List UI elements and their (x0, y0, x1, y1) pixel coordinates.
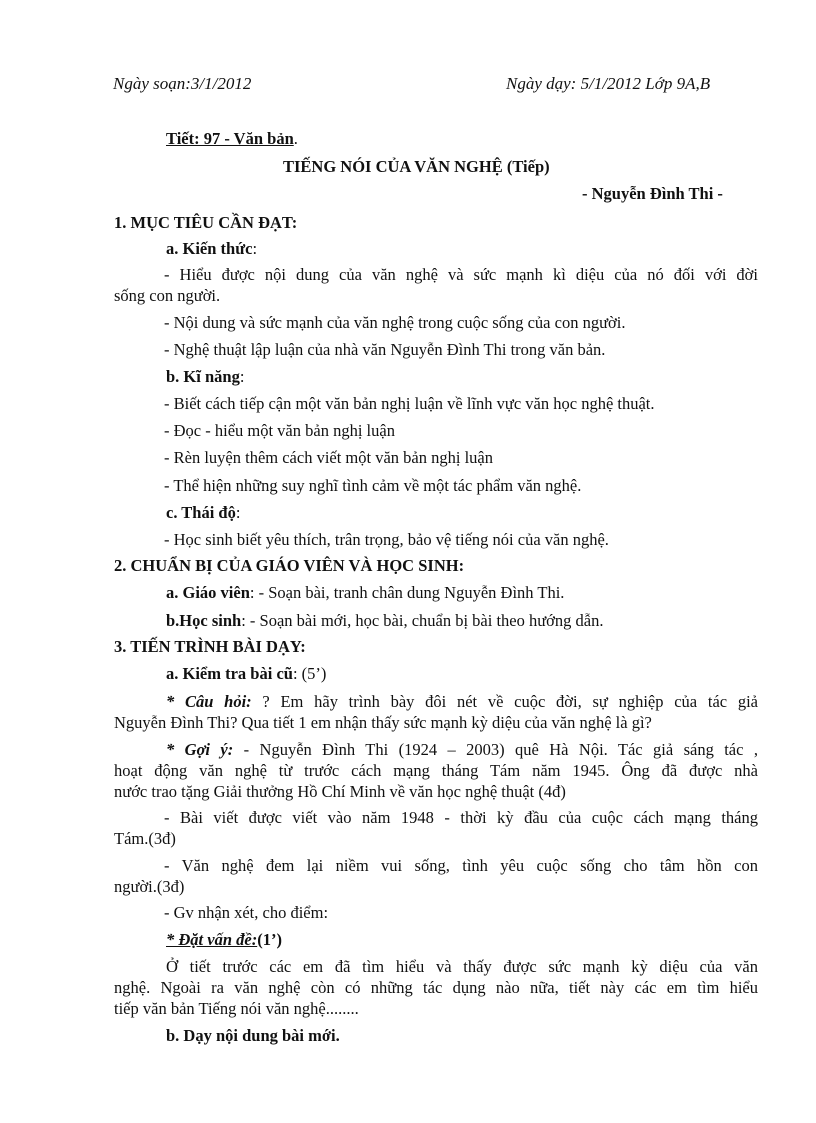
knowledge-subheading: a. Kiến thức: (166, 239, 258, 258)
attitude-line-1: - Học sinh biết yêu thích, trân trọng, bảo vệ tiếng nói của văn nghệ. (164, 530, 609, 549)
answer-2-line-1: - Bài viết được viết vào năm 1948 - thời kỳ đầu của cuộc cách mạng tháng (164, 808, 758, 827)
question-line-2: Nguyễn Đình Thi? Qua tiết 1 em nhận thấy sức mạnh kỳ diệu của văn nghệ là gì? (114, 713, 652, 732)
answer-3-line-1: - Văn nghệ đem lại niềm vui sống, tình yêu cuộc sống cho tâm hồn con (164, 856, 758, 875)
section-3-heading: 3. TIẾN TRÌNH BÀI DẠY: (114, 637, 306, 656)
intro-line-3: tiếp văn bản Tiếng nói văn nghệ........ (114, 999, 359, 1018)
intro-line-1: Ở tiết trước các em đã tìm hiểu và thấy được sức mạnh kỳ diệu của văn (166, 957, 758, 976)
hint-line-1: * Gợi ý: - Nguyễn Đình Thi (1924 – 2003) quê Hà Nội. Tác giả sáng tác , (166, 740, 758, 759)
student-prep: b.Học sinh: - Soạn bài mới, học bài, chuẩn bị bài theo hướng dẫn. (166, 611, 604, 630)
section-1-heading: 1. MỤC TIÊU CẦN ĐẠT: (114, 213, 298, 232)
teacher-prep: a. Giáo viên: - Soạn bài, tranh chân dung Nguyễn Đình Thi. (166, 583, 565, 602)
skills-line-3: - Rèn luyện thêm cách viết một văn bản nghị luận (164, 448, 493, 467)
knowledge-line-1: - Hiểu được nội dung của văn nghệ và sức mạnh kì diệu của nó đối với đời (164, 265, 758, 284)
page-title: TIẾNG NÓI CỦA VĂN NGHỆ (Tiếp) (283, 157, 550, 176)
knowledge-line-2: - Nội dung và sức mạnh của văn nghệ trong cuộc sống của con người. (164, 313, 626, 332)
author-name: - Nguyễn Đình Thi - (582, 184, 723, 203)
skills-line-1: - Biết cách tiếp cận một văn bản nghị luận về lĩnh vực văn học nghệ thuật. (164, 394, 655, 413)
review-subheading: a. Kiểm tra bài cũ: (5’) (166, 664, 327, 683)
hint-line-3: nước trao tặng Giải thưởng Hồ Chí Minh về văn học nghệ thuật (4đ) (114, 782, 566, 801)
skills-line-4: - Thể hiện những suy nghĩ tình cảm về một tác phẩm văn nghệ. (164, 476, 582, 495)
lesson-label: Tiết: 97 - Văn bản (166, 129, 294, 148)
attitude-subheading: c. Thái độ: (166, 503, 241, 522)
question-line-1: * Câu hỏi: ? Em hãy trình bày đôi nét về cuộc đời, sự nghiệp của tác giả (166, 692, 758, 711)
answer-2-line-2: Tám.(3đ) (114, 829, 176, 848)
skills-subheading: b. Kĩ năng: (166, 367, 245, 386)
intro-subheading: * Đặt vấn đề:(1’) (166, 930, 282, 949)
prep-date: Ngày soạn:3/1/2012 (113, 74, 252, 93)
teaching-date-class: Ngày dạy: 5/1/2012 Lớp 9A,B (506, 74, 711, 93)
knowledge-line-3: - Nghệ thuật lập luận của nhà văn Nguyễn Đình Thi trong văn bản. (164, 340, 606, 359)
hint-line-2: hoạt động văn nghệ từ trước cách mạng tháng Tám năm 1945. Ông đã được nhà (114, 761, 758, 780)
grading-note: - Gv nhận xét, cho điểm: (164, 903, 329, 922)
lesson-line (166, 129, 298, 149)
section-2-heading: 2. CHUẨN BỊ CỦA GIÁO VIÊN VÀ HỌC SINH: (114, 556, 465, 575)
answer-3-line-2: người.(3đ) (114, 877, 185, 896)
lesson-dot: . (293, 129, 298, 148)
new-lesson-subheading: b. Dạy nội dung bài mới. (166, 1026, 340, 1045)
knowledge-line-1-cont: sống con người. (114, 286, 221, 305)
intro-line-2: nghệ. Ngoài ra văn nghệ còn có những tác dụng nào nữa, tiết này các em tìm hiểu (114, 978, 758, 997)
skills-line-2: - Đọc - hiểu một văn bản nghị luận (164, 421, 395, 440)
